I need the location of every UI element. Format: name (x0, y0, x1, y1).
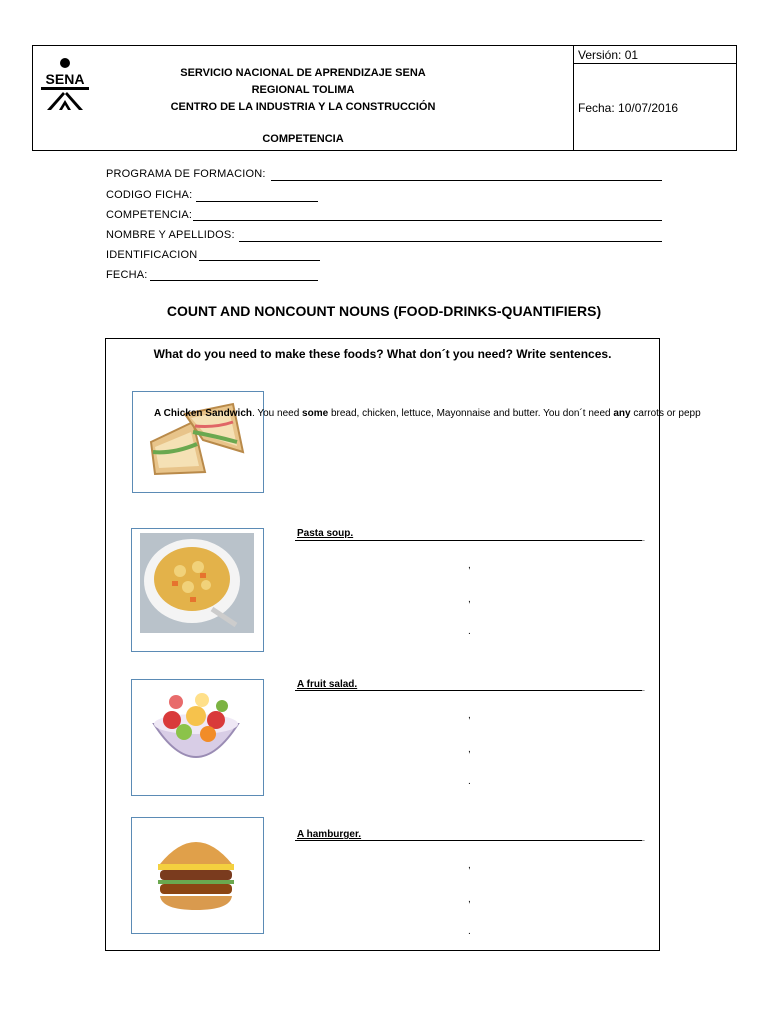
sena-logo (37, 54, 93, 112)
identificacion-label: IDENTIFICACION (106, 249, 198, 261)
question-label: Pasta soup. (297, 528, 354, 539)
answer-comma: , (468, 744, 471, 755)
competencia-field[interactable] (193, 220, 662, 221)
question-label: A hamburger. (297, 829, 362, 840)
header-line1: SERVICIO NACIONAL DE APRENDIZAJE SENA (180, 67, 426, 79)
date-label: Fecha: 10/07/2016 (578, 101, 679, 115)
fruit-salad-image (131, 679, 264, 796)
answer-comma: , (468, 894, 471, 905)
identificacion-field[interactable] (199, 260, 320, 261)
hamburger-image (131, 817, 264, 934)
question-label: A fruit salad. (297, 679, 358, 690)
fruit-salad-icon (132, 680, 263, 795)
fecha-field[interactable] (150, 280, 318, 281)
hamburger-icon (132, 818, 263, 933)
version-label: Versión: 01 (578, 48, 639, 62)
end-mark: _ (639, 681, 645, 692)
answer-period: . (468, 626, 471, 637)
answer-comma: , (468, 560, 471, 571)
answer-period: . (468, 776, 471, 787)
nombre-label: NOMBRE Y APELLIDOS: (106, 229, 235, 241)
programa-label: PROGRAMA DE FORMACION: (106, 168, 266, 180)
header-line2: REGIONAL TOLIMA (251, 84, 355, 96)
chicken-sandwich-image (132, 391, 264, 493)
header-line3: CENTRO DE LA INDUSTRIA Y LA CONSTRUCCIÓN (170, 101, 436, 113)
pasta-soup-icon (132, 529, 263, 651)
document-header (32, 45, 737, 151)
answer-line[interactable] (295, 540, 642, 541)
example-sentence: A Chicken Sandwich. You need some bread, chicken, lettuce, Mayonnaise and butter. You don´t need any carrots or pepp (154, 408, 701, 419)
fecha-label: FECHA: (106, 269, 148, 281)
sandwich-icon (133, 392, 263, 492)
header-institution (133, 65, 473, 116)
codigo-label: CODIGO FICHA: (106, 189, 193, 201)
competencia-label: COMPETENCIA: (106, 209, 193, 221)
answer-comma: , (468, 710, 471, 721)
codigo-field[interactable] (196, 201, 318, 202)
answer-period: . (468, 926, 471, 937)
answer-line[interactable] (295, 690, 642, 691)
answer-comma: , (468, 594, 471, 605)
programa-field[interactable] (271, 180, 662, 181)
end-mark: _ (639, 831, 645, 842)
header-divider-h (573, 63, 736, 64)
nombre-field[interactable] (239, 241, 662, 242)
worksheet-title: COUNT AND NONCOUNT NOUNS (FOOD-DRINKS-QUANTIFIERS) (166, 303, 602, 319)
answer-comma: , (468, 860, 471, 871)
answer-line[interactable] (295, 840, 642, 841)
logo-text: SENA (45, 71, 85, 87)
example-food: A Chicken Sandwich (154, 408, 252, 419)
header-divider (573, 46, 574, 150)
exercise-instruction: What do you need to make these foods? What don´t you need? Write sentences. (153, 347, 612, 361)
pasta-soup-image (131, 528, 264, 652)
end-mark: _ (639, 531, 645, 542)
header-competencia: COMPETENCIA (262, 133, 344, 145)
